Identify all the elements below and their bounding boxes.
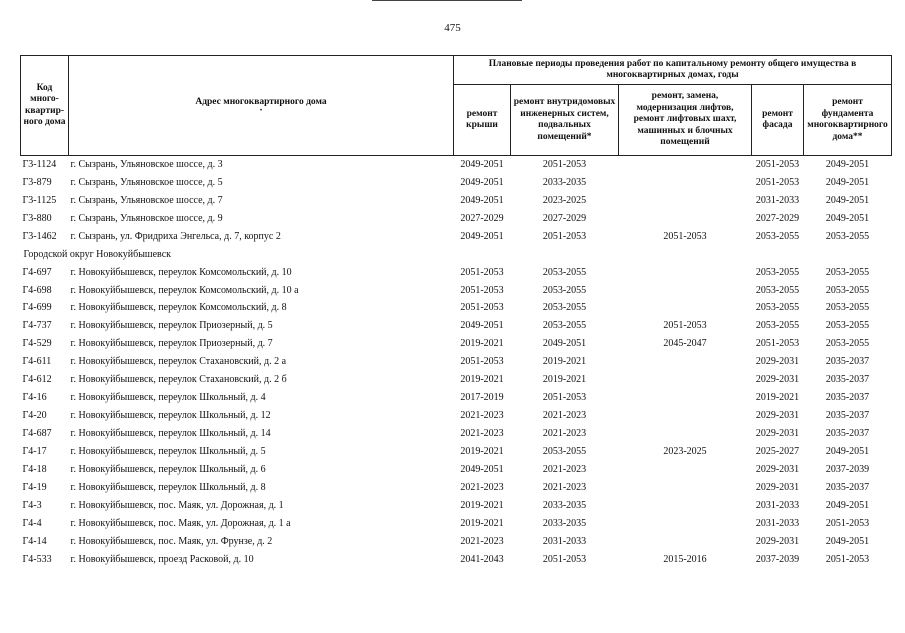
header-facade: ремонт фасада — [752, 85, 804, 156]
cell-facade: 2029-2031 — [755, 356, 800, 368]
cell-address: г. Новокуйбышевск, проезд Расковой, д. 10 — [70, 553, 254, 565]
cell-foundation: 2049-2051 — [825, 194, 870, 206]
cell-code: Г4-20 — [22, 410, 47, 422]
cell-address: г. Сызрань, ул. Фридриха Энгельса, д. 7, корпус 2 — [70, 230, 281, 242]
table-row — [21, 300, 892, 318]
cell-systems: 2051-2053 — [542, 230, 587, 242]
cell-roof: 2021-2023 — [460, 481, 504, 493]
table-row — [21, 228, 892, 246]
section-title: Городской округ Новокуйбышевск — [23, 248, 172, 260]
cell-roof: 2021-2023 — [460, 410, 504, 422]
cell-code: Г4-611 — [22, 356, 52, 368]
cell-facade: 2053-2055 — [755, 230, 800, 242]
cell-code: Г4-533 — [22, 553, 52, 565]
cell-lifts: 2051-2053 — [663, 320, 707, 332]
cell-facade: 2025-2027 — [755, 445, 800, 457]
header-code: Код много-квартир-ного дома — [21, 56, 69, 156]
cell-foundation: 2035-2037 — [825, 428, 870, 440]
table-row — [21, 515, 892, 533]
cell-foundation: 2049-2051 — [825, 499, 870, 511]
cell-facade: 2029-2031 — [755, 374, 800, 386]
cell-roof: 2019-2021 — [460, 338, 504, 350]
top-rule — [372, 0, 522, 1]
cell-roof: 2027-2029 — [460, 212, 504, 224]
table-row — [21, 533, 892, 551]
cell-foundation: 2035-2037 — [825, 481, 870, 493]
cell-code: Г4-14 — [22, 535, 47, 547]
cell-facade: 2051-2053 — [755, 158, 800, 170]
table-row — [21, 479, 892, 497]
header-foundation: ремонт фундамента многоквартирного дома** — [804, 85, 892, 156]
cell-address: г. Сызрань, Ульяновское шоссе, д. 3 — [70, 158, 223, 170]
cell-facade: 2053-2055 — [755, 284, 800, 296]
cell-facade: 2029-2031 — [755, 535, 800, 547]
cell-lifts: 2015-2016 — [663, 553, 707, 565]
cell-lifts — [619, 461, 752, 479]
cell-systems: 2033-2035 — [542, 176, 587, 188]
cell-lifts — [619, 156, 752, 174]
cell-systems: 2019-2021 — [542, 374, 587, 386]
cell-systems: 2033-2035 — [542, 499, 587, 511]
cell-systems: 2021-2023 — [542, 463, 587, 475]
table-row — [21, 443, 892, 461]
cell-address: г. Сызрань, Ульяновское шоссе, д. 9 — [70, 212, 223, 224]
cell-address: г. Новокуйбышевск, пос. Маяк, ул. Дорожная, д. 1 а — [70, 517, 291, 529]
header-systems: ремонт внутридомовых инженерных систем, подвальных помещений* — [511, 85, 619, 156]
table-row — [21, 425, 892, 443]
table-row — [21, 353, 892, 371]
cell-lifts: 2045-2047 — [663, 338, 707, 350]
cell-code: Г4-697 — [22, 266, 52, 278]
cell-foundation: 2053-2055 — [825, 230, 870, 242]
cell-address: г. Новокуйбышевск, переулок Комсомольский, д. 10 а — [70, 284, 299, 296]
cell-code: Г4-687 — [22, 428, 52, 440]
cell-roof: 2017-2019 — [460, 392, 504, 404]
cell-facade: 2031-2033 — [755, 517, 800, 529]
cell-lifts — [619, 192, 752, 210]
cell-facade: 2027-2029 — [755, 212, 800, 224]
cell-lifts — [619, 425, 752, 443]
cell-roof: 2019-2021 — [460, 517, 504, 529]
cell-code: Г3-1125 — [22, 194, 57, 206]
cell-facade: 2051-2053 — [755, 176, 800, 188]
repair-schedule-table — [20, 55, 892, 569]
cell-code: Г4-699 — [22, 302, 52, 314]
table-row — [21, 389, 892, 407]
cell-lifts — [619, 174, 752, 192]
cell-facade: 2019-2021 — [755, 392, 800, 404]
cell-lifts — [619, 264, 752, 282]
header-periods-group: Плановые периоды проведения работ по капитальному ремонту общего имущества в многоквартирных домах, годы — [454, 56, 892, 85]
cell-roof: 2051-2053 — [460, 356, 504, 368]
cell-address: г. Новокуйбышевск, переулок Школьный, д. 14 — [70, 428, 271, 440]
cell-code: Г3-1124 — [22, 158, 57, 170]
cell-foundation: 2051-2053 — [825, 553, 870, 565]
cell-systems: 2021-2023 — [542, 410, 587, 422]
cell-foundation: 2053-2055 — [825, 266, 870, 278]
cell-lifts — [619, 479, 752, 497]
cell-systems: 2027-2029 — [542, 212, 587, 224]
table-row — [21, 497, 892, 515]
cell-address: г. Новокуйбышевск, переулок Школьный, д. 5 — [70, 445, 266, 457]
cell-code: Г4-3 — [22, 499, 42, 511]
table-row — [21, 156, 892, 174]
cell-foundation: 2049-2051 — [825, 445, 870, 457]
cell-facade: 2031-2033 — [755, 194, 800, 206]
cell-roof: 2019-2021 — [460, 499, 504, 511]
cell-foundation: 2053-2055 — [825, 302, 870, 314]
cell-lifts — [619, 497, 752, 515]
cell-facade: 2037-2039 — [755, 553, 800, 565]
header-address-label: Адрес многоквартирного дома — [195, 96, 327, 107]
cell-roof: 2049-2051 — [460, 463, 504, 475]
cell-address: г. Новокуйбышевск, переулок Приозерный, д. 7 — [70, 338, 273, 350]
cell-foundation: 2053-2055 — [825, 284, 870, 296]
cell-roof: 2019-2021 — [460, 445, 504, 457]
cell-facade: 2031-2033 — [755, 499, 800, 511]
table-body — [21, 156, 892, 569]
cell-systems: 2051-2053 — [542, 392, 587, 404]
cell-address: г. Новокуйбышевск, переулок Школьный, д. 8 — [70, 481, 266, 493]
cell-code: Г3-879 — [22, 176, 52, 188]
cell-lifts — [619, 515, 752, 533]
cell-systems: 2033-2035 — [542, 517, 587, 529]
header-address: Адрес многоквартирного дома · — [69, 56, 454, 156]
cell-address: г. Новокуйбышевск, переулок Комсомольский, д. 10 — [70, 266, 292, 278]
cell-foundation: 2053-2055 — [825, 338, 870, 350]
table-row — [21, 407, 892, 425]
cell-systems: 2053-2055 — [542, 320, 587, 332]
header-lifts: ремонт, замена, модернизация лифтов, ремонт лифтовых шахт, машинных и блочных помещений — [619, 85, 752, 156]
cell-foundation: 2035-2037 — [825, 374, 870, 386]
cell-address: г. Сызрань, Ульяновское шоссе, д. 7 — [70, 194, 223, 206]
cell-systems: 2019-2021 — [542, 356, 587, 368]
cell-systems: 2051-2053 — [542, 158, 587, 170]
cell-lifts — [619, 300, 752, 318]
cell-lifts — [619, 282, 752, 300]
cell-foundation: 2035-2037 — [825, 410, 870, 422]
cell-code: Г3-1462 — [22, 230, 57, 242]
cell-foundation: 2049-2051 — [825, 212, 870, 224]
cell-foundation: 2051-2053 — [825, 517, 870, 529]
cell-address: г. Новокуйбышевск, переулок Школьный, д. 4 — [70, 392, 266, 404]
cell-lifts — [619, 533, 752, 551]
cell-code: Г4-737 — [22, 320, 52, 332]
cell-facade: 2051-2053 — [755, 338, 800, 350]
cell-address: г. Новокуйбышевск, переулок Стахановский, д. 2 а — [70, 356, 287, 368]
cell-address: г. Новокуйбышевск, переулок Приозерный, д. 5 — [70, 320, 273, 332]
cell-systems: 2049-2051 — [542, 338, 587, 350]
cell-foundation: 2049-2051 — [825, 535, 870, 547]
cell-systems: 2053-2055 — [542, 445, 587, 457]
table-row — [21, 371, 892, 389]
cell-roof: 2019-2021 — [460, 374, 504, 386]
cell-facade: 2053-2055 — [755, 266, 800, 278]
cell-systems: 2053-2055 — [542, 284, 587, 296]
table-row — [21, 264, 892, 282]
cell-systems: 2023-2025 — [542, 194, 587, 206]
cell-address: г. Новокуйбышевск, пос. Маяк, ул. Фрунзе, д. 2 — [70, 535, 273, 547]
cell-lifts — [619, 407, 752, 425]
cell-foundation: 2049-2051 — [825, 176, 870, 188]
cell-code: Г4-529 — [22, 338, 52, 350]
cell-address: г. Новокуйбышевск, переулок Школьный, д. 6 — [70, 463, 266, 475]
cell-code: Г4-19 — [22, 481, 47, 493]
cell-facade: 2029-2031 — [755, 410, 800, 422]
cell-roof: 2049-2051 — [460, 230, 504, 242]
cell-systems: 2053-2055 — [542, 266, 587, 278]
cell-foundation: 2053-2055 — [825, 320, 870, 332]
cell-address: г. Новокуйбышевск, переулок Школьный, д. 12 — [70, 410, 271, 422]
section-row — [21, 246, 892, 264]
cell-address: г. Новокуйбышевск, переулок Комсомольский, д. 8 — [70, 302, 287, 314]
cell-address: г. Сызрань, Ульяновское шоссе, д. 5 — [70, 176, 223, 188]
table-row — [21, 174, 892, 192]
cell-code: Г4-18 — [22, 463, 47, 475]
table-row — [21, 210, 892, 228]
table-row — [21, 282, 892, 300]
cell-foundation: 2035-2037 — [825, 356, 870, 368]
cell-code: Г4-698 — [22, 284, 52, 296]
cell-foundation: 2049-2051 — [825, 158, 870, 170]
cell-code: Г4-17 — [22, 445, 47, 457]
cell-lifts: 2023-2025 — [663, 445, 707, 457]
table-row — [21, 192, 892, 210]
page-number: 475 — [444, 22, 461, 34]
cell-systems: 2031-2033 — [542, 535, 587, 547]
cell-facade: 2029-2031 — [755, 463, 800, 475]
cell-lifts — [619, 389, 752, 407]
cell-code: Г4-16 — [22, 392, 47, 404]
cell-address: г. Новокуйбышевск, переулок Стахановский, д. 2 б — [70, 374, 287, 386]
cell-facade: 2029-2031 — [755, 481, 800, 493]
cell-roof: 2041-2043 — [460, 553, 504, 565]
cell-lifts — [619, 371, 752, 389]
cell-lifts — [619, 353, 752, 371]
cell-systems: 2021-2023 — [542, 481, 587, 493]
cell-address: г. Новокуйбышевск, пос. Маяк, ул. Дорожная, д. 1 — [70, 499, 284, 511]
cell-roof: 2051-2053 — [460, 284, 504, 296]
cell-systems: 2051-2053 — [542, 553, 587, 565]
cell-roof: 2049-2051 — [460, 194, 504, 206]
table-row — [21, 335, 892, 353]
cell-foundation: 2037-2039 — [825, 463, 870, 475]
cell-roof: 2049-2051 — [460, 158, 504, 170]
cell-code: Г3-880 — [22, 212, 52, 224]
cell-roof: 2051-2053 — [460, 266, 504, 278]
cell-roof: 2051-2053 — [460, 302, 504, 314]
cell-lifts — [619, 210, 752, 228]
cell-roof: 2049-2051 — [460, 176, 504, 188]
table-row — [21, 317, 892, 335]
cell-foundation: 2035-2037 — [825, 392, 870, 404]
cell-systems: 2021-2023 — [542, 428, 587, 440]
cell-facade: 2053-2055 — [755, 302, 800, 314]
table-row — [21, 551, 892, 569]
cell-code: Г4-612 — [22, 374, 52, 386]
cell-code: Г4-4 — [22, 517, 42, 529]
cell-facade: 2029-2031 — [755, 428, 800, 440]
cell-roof: 2049-2051 — [460, 320, 504, 332]
cell-roof: 2021-2023 — [460, 428, 504, 440]
cell-roof: 2021-2023 — [460, 535, 504, 547]
table-row — [21, 461, 892, 479]
header-roof: ремонт крыши — [454, 85, 511, 156]
cell-facade: 2053-2055 — [755, 320, 800, 332]
cell-lifts: 2051-2053 — [663, 230, 707, 242]
cell-systems: 2053-2055 — [542, 302, 587, 314]
